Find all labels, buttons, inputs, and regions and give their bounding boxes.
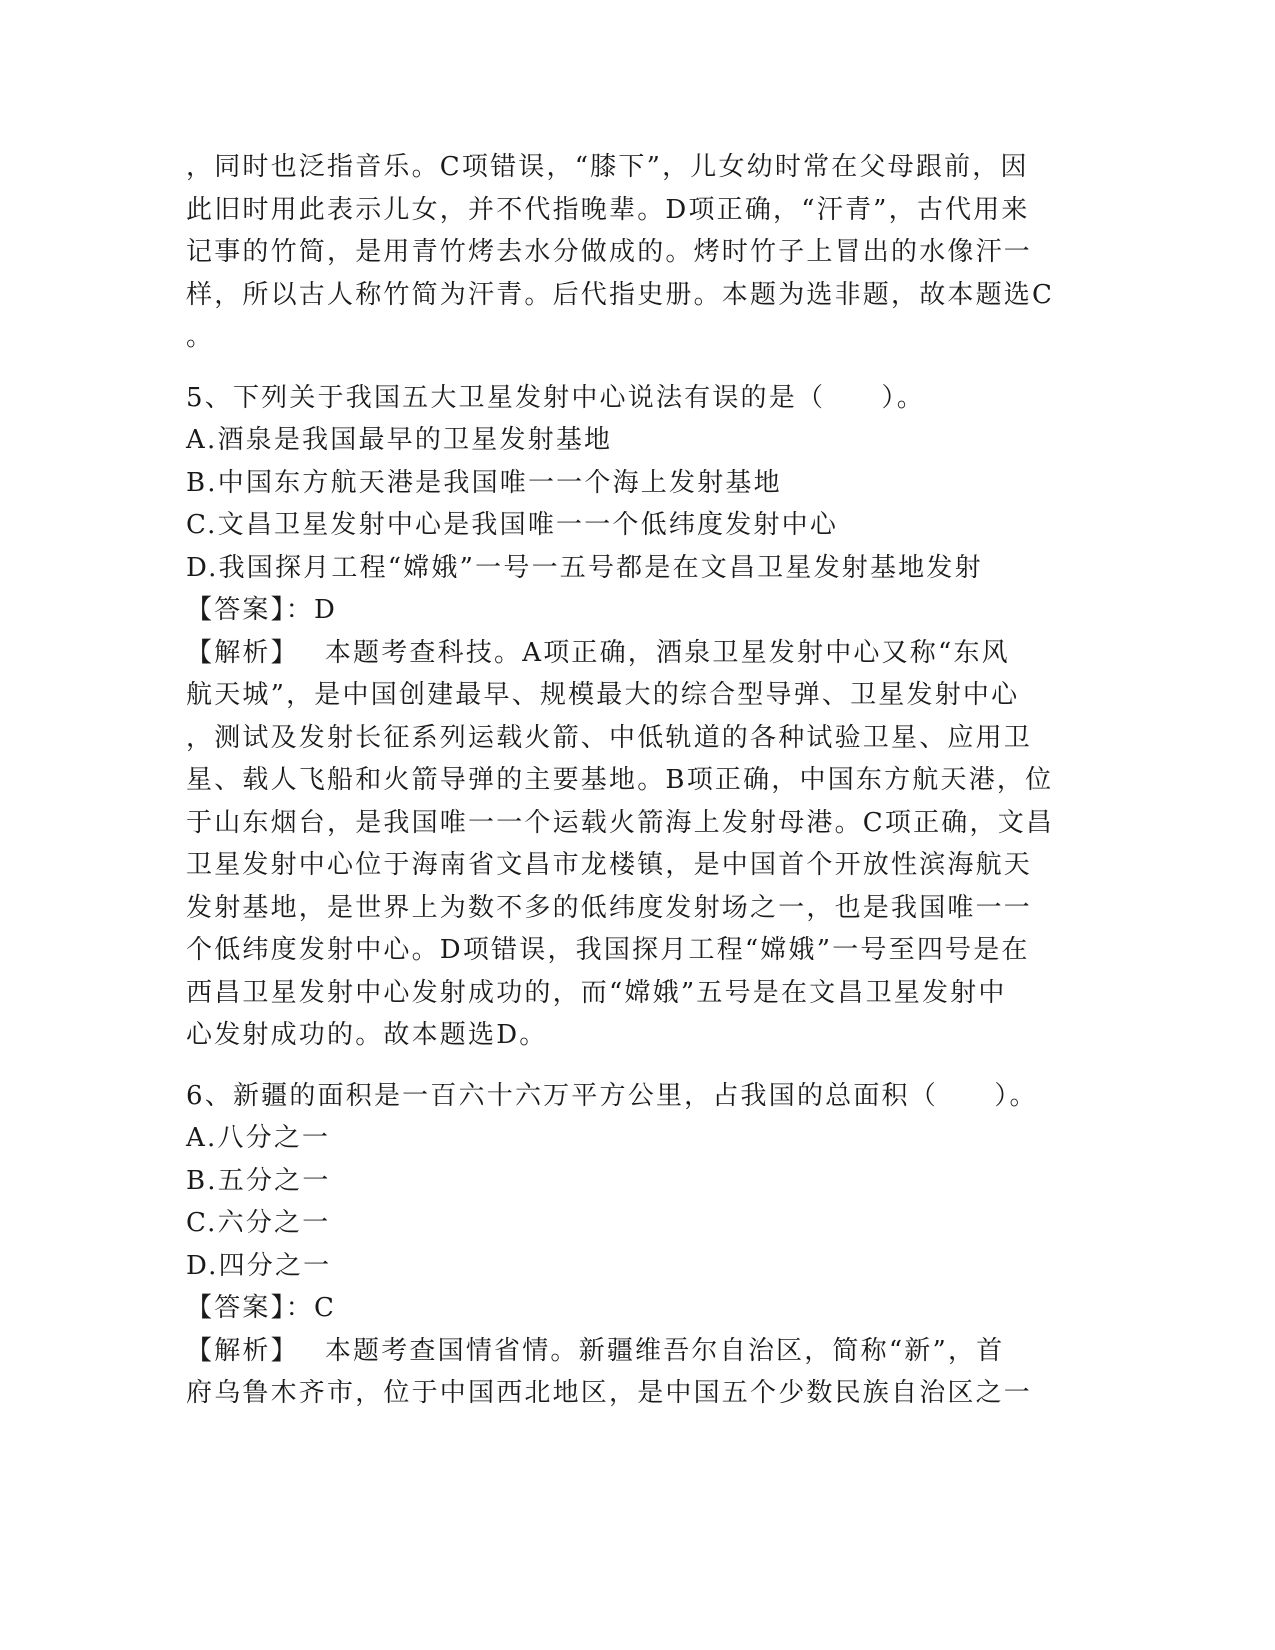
- text-line: 此旧时用此表示儿女，并不代指晚辈。D项正确，“汗青”，古代用来: [186, 194, 1030, 225]
- analysis-line: 于山东烟台，是我国唯一一个运载火箭海上发射母港。C项正确，文昌: [186, 807, 1055, 838]
- previous-explanation-tail: [186, 146, 1078, 359]
- question-stem: 5、下列关于我国五大卫星发射中心说法有误的是（ ）。: [186, 382, 925, 413]
- analysis-first-line: [186, 1330, 1078, 1373]
- option-d: D.我国探月工程“嫦娥”一号一五号都是在文昌卫星发射基地发射: [186, 552, 983, 583]
- question-stem: 6、新疆的面积是一百六十六万平方公里，占我国的总面积（ ）。: [186, 1080, 1038, 1111]
- section-gap: [186, 1057, 1078, 1075]
- text-line: 样，所以古人称竹简为汗青。后代指史册。本题为选非题，故本题选C: [186, 279, 1055, 310]
- analysis-line: ，测试及发射长征系列运载火箭、中低轨道的各种试验卫星、应用卫: [186, 722, 1033, 753]
- answer-label: 【答案】：: [186, 595, 315, 625]
- question-5: [186, 377, 1078, 1057]
- option-b: B.五分之一: [186, 1165, 331, 1196]
- analysis-text: 本题考查科技。A项正确，酒泉卫星发射中心又称“东风: [324, 637, 1010, 668]
- analysis-first-line: [186, 632, 1078, 675]
- analysis-line: 卫星发射中心位于海南省文昌市龙楼镇，是中国首个开放性滨海航天: [186, 850, 1033, 880]
- text-line: 记事的竹简，是用青竹烤去水分做成的。烤时竹子上冒出的水像汗一: [186, 237, 1033, 267]
- analysis-line: 个低纬度发射中心。D项错误，我国探月工程“嫦娥”一号至四号是在: [186, 935, 1030, 965]
- answer-line: [186, 1287, 1078, 1330]
- document-content: [186, 146, 1078, 1415]
- text-line: ，同时也泛指音乐。C项错误，“膝下”，儿女幼时常在父母跟前，因: [186, 152, 1029, 182]
- analysis-line: 航天城”，是中国创建最早、规模最大的综合型导弹、卫星发射中心: [186, 680, 1020, 710]
- option-d: D.四分之一: [186, 1250, 332, 1281]
- analysis-line: 心发射成功的。故本题选D。: [186, 1020, 548, 1050]
- analysis-label: 【解析】: [186, 637, 299, 668]
- option-a: A.八分之一: [186, 1123, 331, 1153]
- option-a: A.酒泉是我国最早的卫星发射基地: [186, 425, 613, 455]
- analysis-line: 府乌鲁木齐市，位于中国西北地区，是中国五个少数民族自治区之一: [186, 1378, 1033, 1408]
- analysis-text: 本题考查国情省情。新疆维吾尔自治区，简称“新”，首: [324, 1335, 1005, 1366]
- option-c: C.六分之一: [186, 1208, 331, 1238]
- answer-value: D: [314, 595, 338, 625]
- section-gap: [186, 359, 1078, 377]
- answer-label: 【答案】：: [186, 1293, 315, 1323]
- analysis-label: 【解析】: [186, 1335, 299, 1366]
- option-b: B.中国东方航天港是我国唯一一个海上发射基地: [186, 467, 782, 498]
- answer-line: [186, 589, 1078, 632]
- option-c: C.文昌卫星发射中心是我国唯一一个低纬度发射中心: [186, 510, 839, 540]
- analysis-line: 发射基地，是世界上为数不多的低纬度发射场之一，也是我国唯一一: [186, 892, 1033, 923]
- analysis-line: 星、载人飞船和火箭导弹的主要基地。B项正确，中国东方航天港，位: [186, 765, 1054, 795]
- analysis-line: 西昌卫星发射中心发射成功的，而“嫦娥”五号是在文昌卫星发射中: [186, 977, 1007, 1008]
- question-6: [186, 1075, 1078, 1415]
- text-line: 。: [186, 322, 215, 352]
- answer-value: C: [314, 1293, 337, 1323]
